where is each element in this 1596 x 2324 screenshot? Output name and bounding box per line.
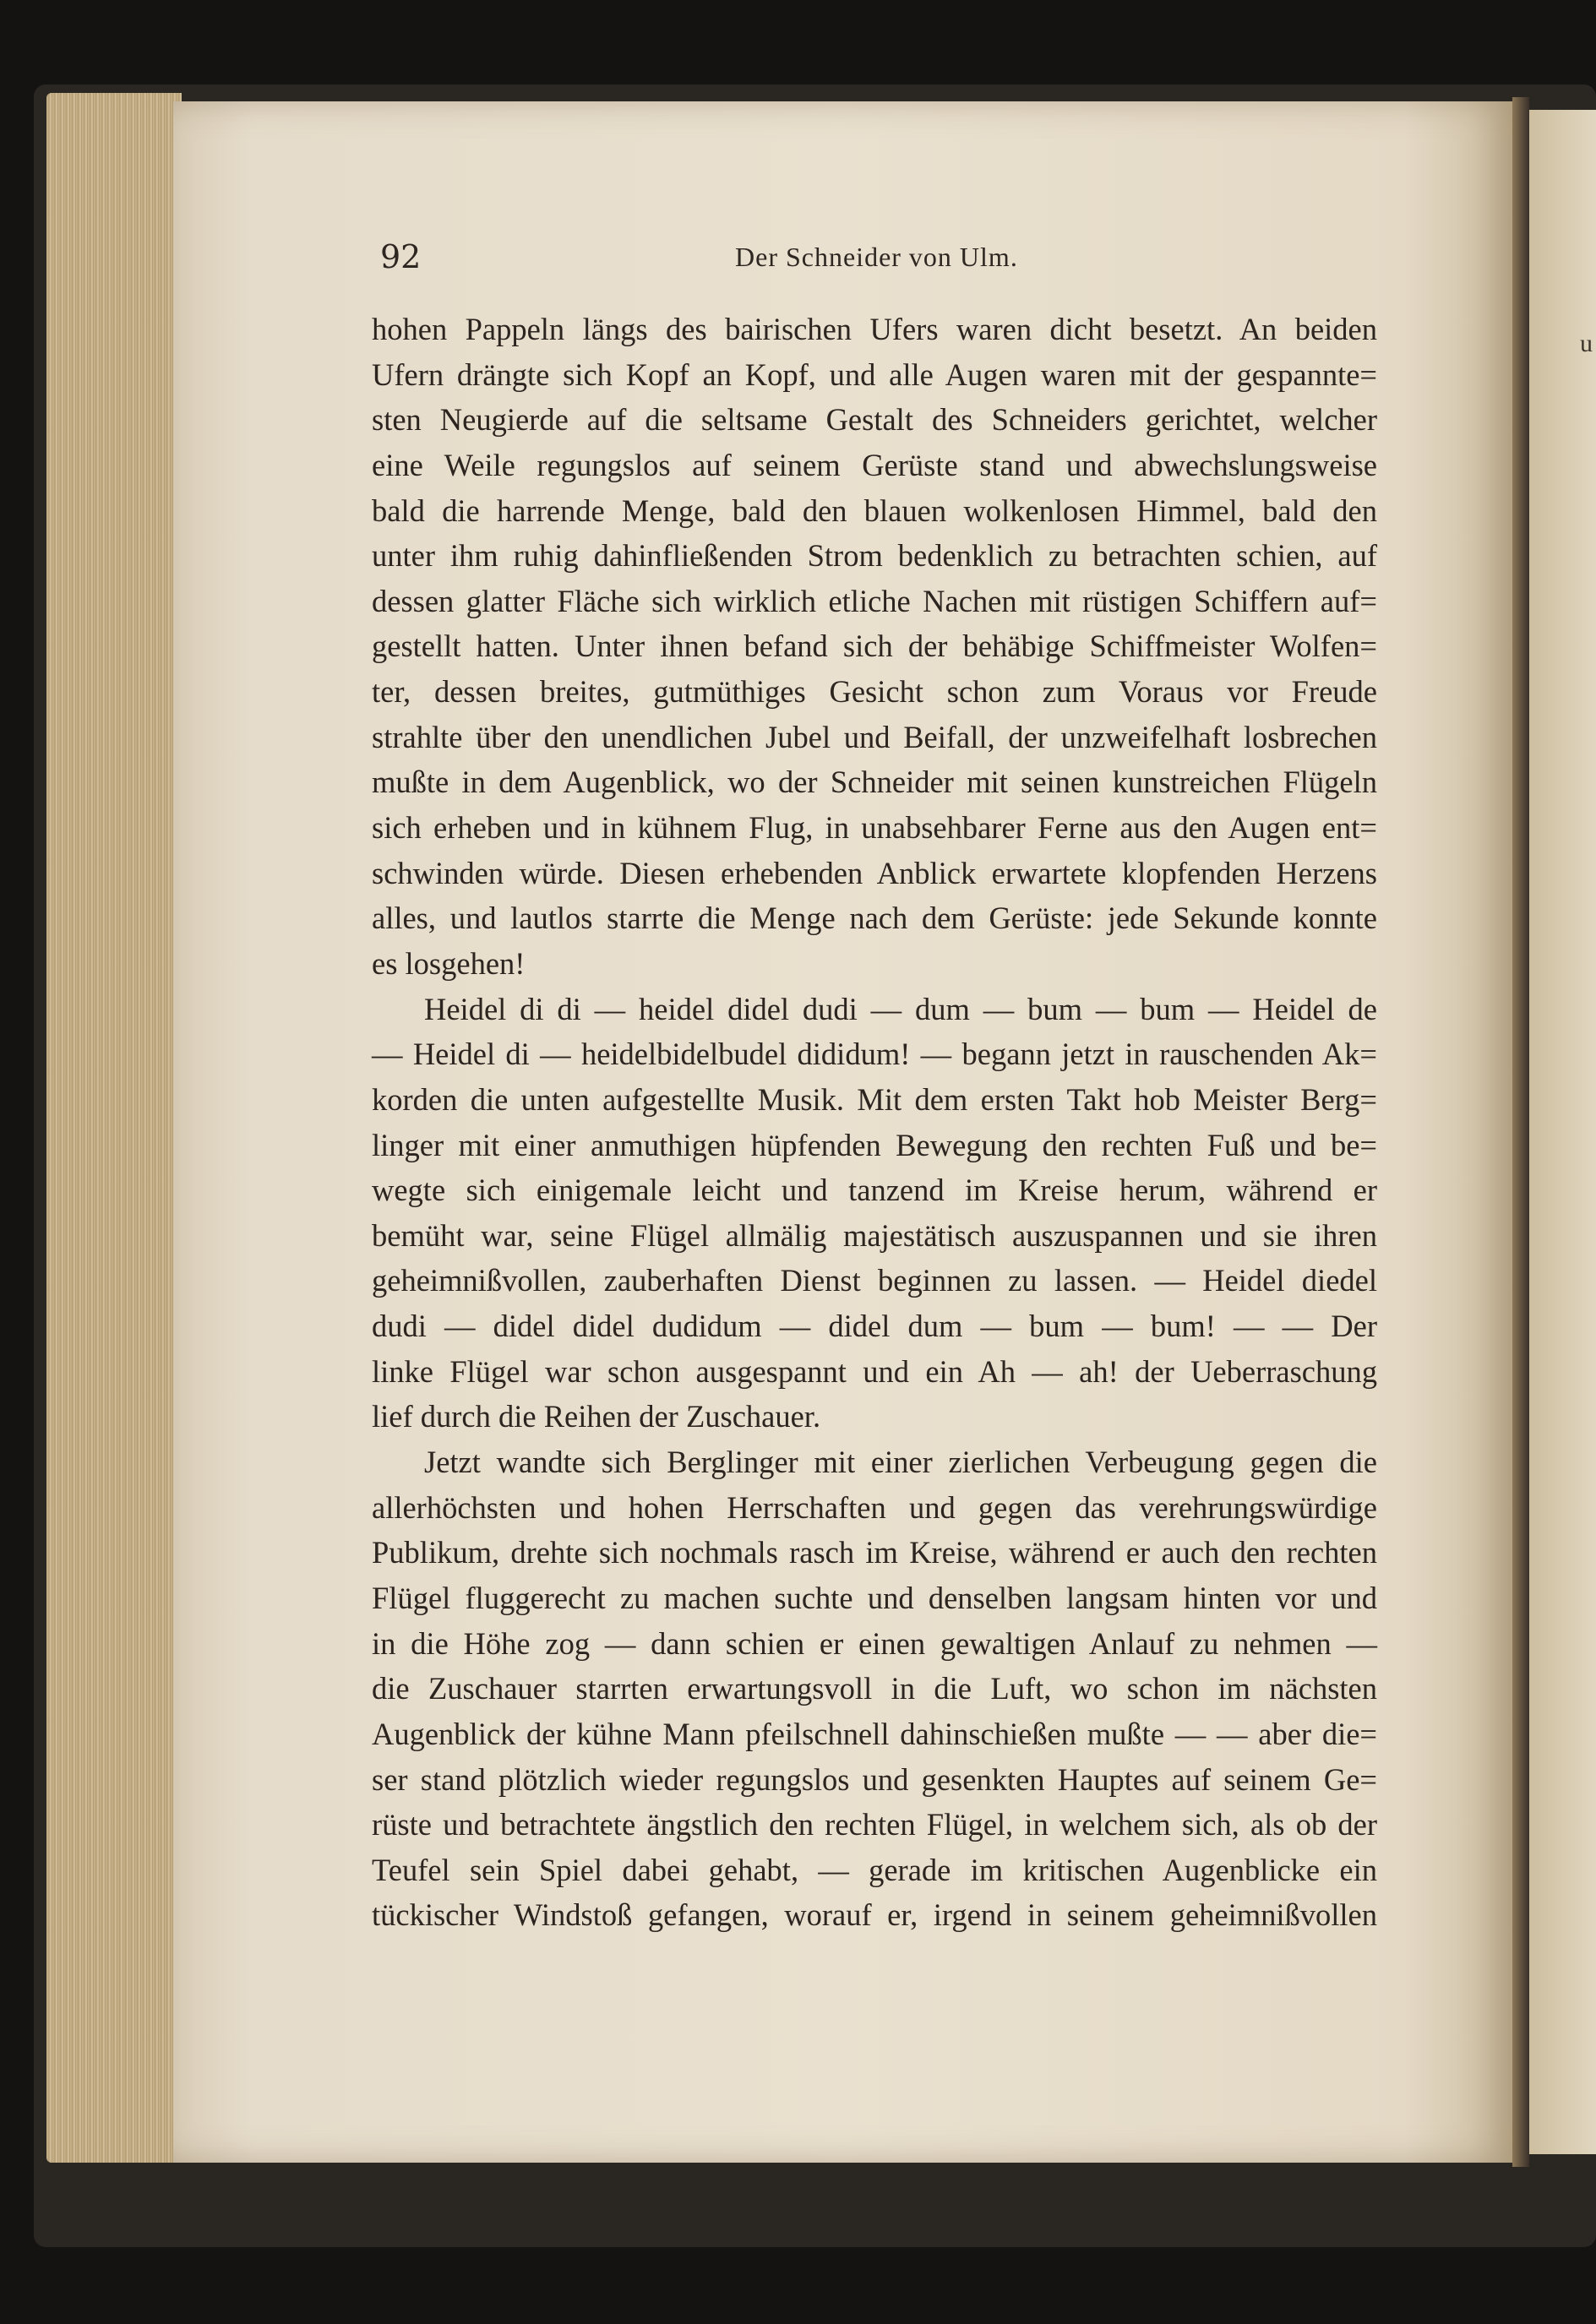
text-line: rüste und betrachtete ängstlich den rechten Flügel, in welchem sich, als ob der	[372, 1807, 1377, 1842]
text-line: ser stand plötzlich wieder regungslos und gesenkten Hauptes auf seinem Ge=	[372, 1761, 1377, 1797]
text-line: es losgehen!	[372, 945, 526, 981]
text-line: tückischer Windstoß gefangen, worauf er, irgend in seinem geheimnißvollen	[372, 1897, 1377, 1933]
text-line: sten Neugierde auf die seltsame Gestalt des Schneiders gerichtet, welcher	[372, 402, 1377, 438]
text-line: Augenblick der kühne Mann pfeilschnell dahinschießen mußte — — aber die=	[372, 1716, 1377, 1751]
text-line: korden die unten aufgestellte Musik. Mit dem ersten Takt hob Meister Berg=	[372, 1081, 1377, 1117]
running-title: Der Schneider von Ulm.	[735, 242, 1018, 272]
text-line: ter, dessen breites, gutmüthiges Gesicht schon zum Voraus vor Freude	[372, 674, 1377, 710]
page-header	[380, 238, 1369, 279]
book-gutter	[1512, 97, 1529, 2167]
text-line: lief durch die Reihen der Zuschauer.	[372, 1399, 821, 1434]
text-line: alles, und lautlos starrte die Menge nach dem Gerüste: jede Sekunde konnte	[372, 901, 1377, 936]
text-line: mußte in dem Augenblick, wo der Schneider mit seinen kunstreichen Flügeln	[372, 765, 1377, 800]
text-line: — Heidel di — heidelbidelbudel dididum! — begann jetzt in rauschenden Ak=	[372, 1037, 1377, 1072]
text-line: geheimnißvollen, zauberhaften Dienst beginnen zu lassen. — Heidel diedel	[372, 1263, 1377, 1298]
text-line: hohen Pappeln längs des bairischen Ufers waren dicht besetzt. An beiden	[372, 312, 1377, 346]
text-line: bemüht war, seine Flügel allmälig majestätisch auszuspannen und sie ihren	[372, 1217, 1377, 1253]
text-line: eine Weile regungslos auf seinem Gerüste stand und abwechslungsweise	[372, 447, 1377, 482]
facing-page-fragment: u	[1580, 329, 1593, 357]
text-line: allerhöchsten und hohen Herrschaften und gegen das verehrungswürdige	[372, 1489, 1377, 1525]
text-line: Jetzt wandte sich Berglinger mit einer zierlichen Verbeugung gegen die	[424, 1445, 1377, 1480]
text-line: in die Höhe zog — dann schien er einen gewaltigen Anlauf zu nehmen —	[372, 1625, 1377, 1661]
text-line: dessen glatter Fläche sich wirklich etliche Nachen mit rüstigen Schiffern auf=	[372, 583, 1377, 618]
page-number: 92	[380, 238, 422, 275]
text-line: Flügel fluggerecht zu machen suchte und denselben langsam hinten vor und	[372, 1580, 1377, 1615]
text-line: Heidel di di — heidel didel dudi — dum — bum — bum — Heidel de	[424, 991, 1377, 1026]
text-line: Teufel sein Spiel dabei gehabt, — gerade im kritischen Augenblicke ein	[372, 1852, 1377, 1887]
text-line: unter ihm ruhig dahinfließenden Strom bedenklich zu betrachten schien, auf	[372, 538, 1377, 574]
text-line: gestellt hatten. Unter ihnen befand sich der behäbige Schiffmeister Wolfen=	[372, 629, 1377, 664]
text-line: dudi — didel didel dudidum — didel dum — bum — bum! — — Der	[372, 1309, 1377, 1344]
body-text	[372, 307, 1377, 1938]
text-line: die Zuschauer starrten erwartungsvoll in die Luft, wo schon im nächsten	[372, 1671, 1377, 1706]
text-line: linke Flügel war schon ausgespannt und ein Ah — ah! der Ueberraschung	[372, 1353, 1377, 1389]
text-line: sich erheben und in kühnem Flug, in unabsehbarer Ferne aus den Augen ent=	[372, 810, 1377, 846]
page-edges	[46, 93, 182, 2163]
text-line: linger mit einer anmuthigen hüpfenden Bewegung den rechten Fuß und be=	[372, 1127, 1377, 1162]
text-line: Publikum, drehte sich nochmals rasch im Kreise, während er auch den rechten	[372, 1535, 1377, 1570]
facing-page-edge	[1529, 110, 1596, 2154]
text-line: wegte sich einigemale leicht und tanzend im Kreise herum, während er	[372, 1173, 1377, 1208]
text-line: Ufern drängte sich Kopf an Kopf, und alle Augen waren mit der gespannte=	[372, 356, 1377, 392]
text-line: strahlte über den unendlichen Jubel und Beifall, der unzweifelhaft losbrechen	[372, 719, 1377, 754]
text-line: schwinden würde. Diesen erhebenden Anblick erwartete klopfenden Herzens	[372, 855, 1377, 890]
text-line: bald die harrende Menge, bald den blauen wolkenlosen Himmel, bald den	[372, 493, 1377, 528]
